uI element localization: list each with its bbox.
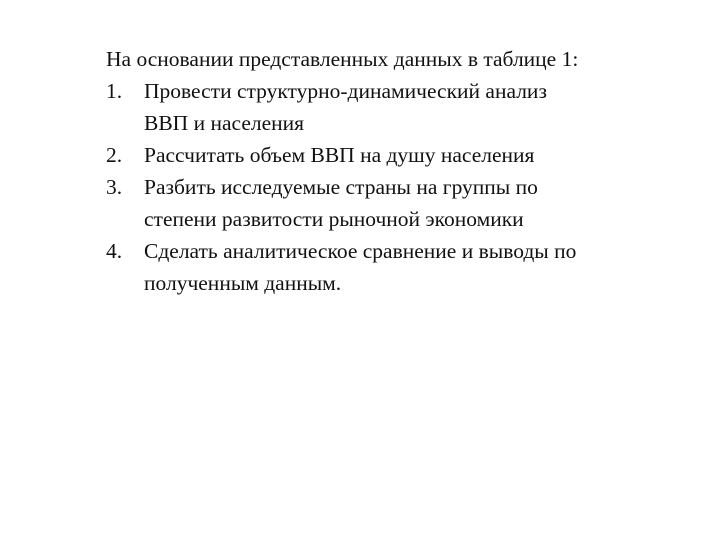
- task-text: Разбить исследуемые страны на группы по степени развитости рыночной экономики: [144, 175, 538, 231]
- task-number: 2.: [106, 143, 123, 167]
- task-list: [106, 75, 591, 299]
- task-number: 3.: [106, 175, 123, 199]
- task-item: [106, 171, 591, 235]
- task-text: Провести структурно-динамический анализ ВВП и населения: [144, 79, 547, 135]
- intro-text: На основании представленных данных в таблице 1:: [106, 47, 579, 71]
- task-item: [106, 139, 591, 171]
- task-number: 4.: [106, 239, 123, 263]
- task-item: [106, 75, 591, 139]
- task-item: [106, 235, 591, 299]
- task-text: Сделать аналитическое сравнение и выводы по полученным данным.: [144, 239, 577, 295]
- task-number: 1.: [106, 79, 123, 103]
- slide-content: [106, 43, 591, 299]
- task-text: Рассчитать объем ВВП на душу населения: [144, 143, 535, 167]
